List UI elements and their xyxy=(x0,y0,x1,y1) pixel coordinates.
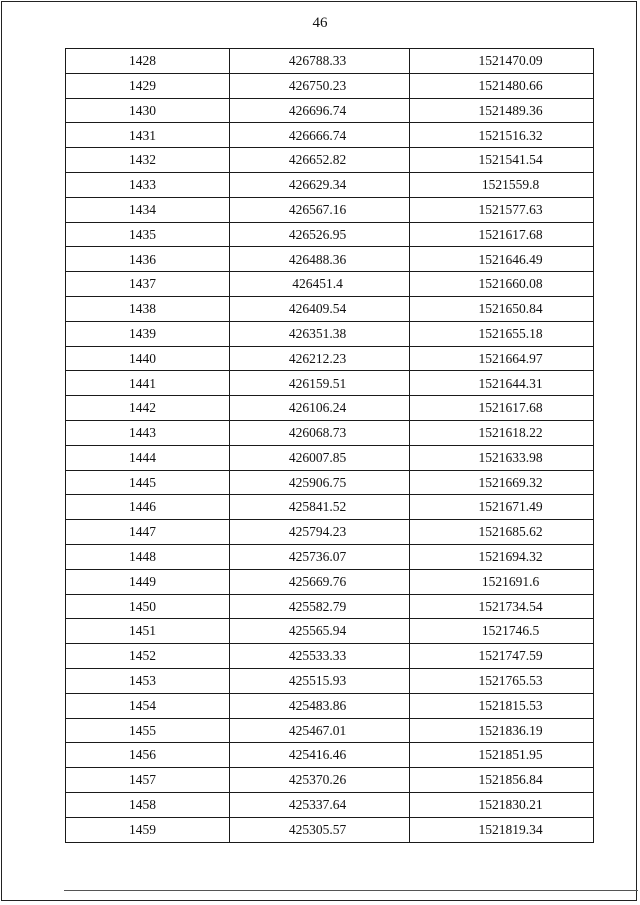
point-number-cell: 1445 xyxy=(66,470,230,495)
x-coordinate-cell: 425467.01 xyxy=(230,718,410,743)
point-number-cell: 1459 xyxy=(66,817,230,842)
y-coordinate-cell: 1521691.6 xyxy=(410,569,594,594)
x-coordinate-cell: 426351.38 xyxy=(230,321,410,346)
y-coordinate-cell: 1521489.36 xyxy=(410,98,594,123)
x-coordinate-cell: 426159.51 xyxy=(230,371,410,396)
y-coordinate-cell: 1521819.34 xyxy=(410,817,594,842)
table-row xyxy=(66,272,594,297)
y-coordinate-cell: 1521577.63 xyxy=(410,197,594,222)
y-coordinate-cell: 1521646.49 xyxy=(410,247,594,272)
x-coordinate-cell: 426007.85 xyxy=(230,445,410,470)
x-coordinate-cell: 425370.26 xyxy=(230,768,410,793)
point-number-cell: 1456 xyxy=(66,743,230,768)
point-number-cell: 1450 xyxy=(66,594,230,619)
table-row xyxy=(66,792,594,817)
point-number-cell: 1443 xyxy=(66,420,230,445)
point-number-cell: 1448 xyxy=(66,544,230,569)
x-coordinate-cell: 426666.74 xyxy=(230,123,410,148)
y-coordinate-cell: 1521516.32 xyxy=(410,123,594,148)
table-row xyxy=(66,768,594,793)
bottom-rule xyxy=(64,890,638,891)
point-number-cell: 1454 xyxy=(66,693,230,718)
x-coordinate-cell: 425736.07 xyxy=(230,544,410,569)
table-row xyxy=(66,73,594,98)
table-row xyxy=(66,49,594,74)
point-number-cell: 1441 xyxy=(66,371,230,396)
table-row xyxy=(66,743,594,768)
table-row xyxy=(66,371,594,396)
x-coordinate-cell: 425582.79 xyxy=(230,594,410,619)
y-coordinate-cell: 1521851.95 xyxy=(410,743,594,768)
y-coordinate-cell: 1521669.32 xyxy=(410,470,594,495)
point-number-cell: 1440 xyxy=(66,346,230,371)
table-row xyxy=(66,148,594,173)
table-row xyxy=(66,296,594,321)
y-coordinate-cell: 1521694.32 xyxy=(410,544,594,569)
point-number-cell: 1453 xyxy=(66,668,230,693)
y-coordinate-cell: 1521618.22 xyxy=(410,420,594,445)
x-coordinate-cell: 425841.52 xyxy=(230,495,410,520)
coordinates-table xyxy=(65,48,594,843)
y-coordinate-cell: 1521664.97 xyxy=(410,346,594,371)
y-coordinate-cell: 1521746.5 xyxy=(410,619,594,644)
point-number-cell: 1455 xyxy=(66,718,230,743)
y-coordinate-cell: 1521559.8 xyxy=(410,172,594,197)
point-number-cell: 1458 xyxy=(66,792,230,817)
point-number-cell: 1446 xyxy=(66,495,230,520)
point-number-cell: 1442 xyxy=(66,396,230,421)
y-coordinate-cell: 1521655.18 xyxy=(410,321,594,346)
table-row xyxy=(66,817,594,842)
point-number-cell: 1438 xyxy=(66,296,230,321)
table-row xyxy=(66,594,594,619)
table-row xyxy=(66,197,594,222)
y-coordinate-cell: 1521671.49 xyxy=(410,495,594,520)
table-row xyxy=(66,495,594,520)
page-number: 46 xyxy=(312,15,328,31)
table-row xyxy=(66,668,594,693)
x-coordinate-cell: 426488.36 xyxy=(230,247,410,272)
x-coordinate-cell: 426567.16 xyxy=(230,197,410,222)
x-coordinate-cell: 426409.54 xyxy=(230,296,410,321)
point-number-cell: 1428 xyxy=(66,49,230,74)
table-row xyxy=(66,718,594,743)
table-row xyxy=(66,644,594,669)
y-coordinate-cell: 1521650.84 xyxy=(410,296,594,321)
y-coordinate-cell: 1521685.62 xyxy=(410,520,594,545)
x-coordinate-cell: 425669.76 xyxy=(230,569,410,594)
point-number-cell: 1457 xyxy=(66,768,230,793)
x-coordinate-cell: 426212.23 xyxy=(230,346,410,371)
y-coordinate-cell: 1521747.59 xyxy=(410,644,594,669)
x-coordinate-cell: 426106.24 xyxy=(230,396,410,421)
table-row xyxy=(66,396,594,421)
point-number-cell: 1451 xyxy=(66,619,230,644)
x-coordinate-cell: 425337.64 xyxy=(230,792,410,817)
point-number-cell: 1429 xyxy=(66,73,230,98)
point-number-cell: 1437 xyxy=(66,272,230,297)
x-coordinate-cell: 425515.93 xyxy=(230,668,410,693)
point-number-cell: 1439 xyxy=(66,321,230,346)
x-coordinate-cell: 425906.75 xyxy=(230,470,410,495)
x-coordinate-cell: 426451.4 xyxy=(230,272,410,297)
point-number-cell: 1447 xyxy=(66,520,230,545)
point-number-cell: 1449 xyxy=(66,569,230,594)
table-row xyxy=(66,172,594,197)
y-coordinate-cell: 1521836.19 xyxy=(410,718,594,743)
table-row xyxy=(66,569,594,594)
table-row xyxy=(66,619,594,644)
x-coordinate-cell: 426788.33 xyxy=(230,49,410,74)
y-coordinate-cell: 1521480.66 xyxy=(410,73,594,98)
point-number-cell: 1444 xyxy=(66,445,230,470)
y-coordinate-cell: 1521830.21 xyxy=(410,792,594,817)
x-coordinate-cell: 425533.33 xyxy=(230,644,410,669)
point-number-cell: 1435 xyxy=(66,222,230,247)
x-coordinate-cell: 426652.82 xyxy=(230,148,410,173)
point-number-cell: 1433 xyxy=(66,172,230,197)
x-coordinate-cell: 426526.95 xyxy=(230,222,410,247)
table-row xyxy=(66,98,594,123)
table-row xyxy=(66,346,594,371)
table-row xyxy=(66,445,594,470)
point-number-cell: 1430 xyxy=(66,98,230,123)
y-coordinate-cell: 1521660.08 xyxy=(410,272,594,297)
table-row xyxy=(66,321,594,346)
y-coordinate-cell: 1521644.31 xyxy=(410,371,594,396)
y-coordinate-cell: 1521470.09 xyxy=(410,49,594,74)
x-coordinate-cell: 426696.74 xyxy=(230,98,410,123)
x-coordinate-cell: 425416.46 xyxy=(230,743,410,768)
x-coordinate-cell: 425305.57 xyxy=(230,817,410,842)
y-coordinate-cell: 1521734.54 xyxy=(410,594,594,619)
x-coordinate-cell: 425483.86 xyxy=(230,693,410,718)
table-row xyxy=(66,247,594,272)
coordinates-table-body xyxy=(66,49,594,843)
y-coordinate-cell: 1521856.84 xyxy=(410,768,594,793)
table-row xyxy=(66,520,594,545)
x-coordinate-cell: 425565.94 xyxy=(230,619,410,644)
y-coordinate-cell: 1521815.53 xyxy=(410,693,594,718)
point-number-cell: 1434 xyxy=(66,197,230,222)
point-number-cell: 1436 xyxy=(66,247,230,272)
y-coordinate-cell: 1521765.53 xyxy=(410,668,594,693)
x-coordinate-cell: 426629.34 xyxy=(230,172,410,197)
table-row xyxy=(66,693,594,718)
y-coordinate-cell: 1521617.68 xyxy=(410,222,594,247)
table-row xyxy=(66,544,594,569)
table-row xyxy=(66,222,594,247)
table-row xyxy=(66,420,594,445)
point-number-cell: 1452 xyxy=(66,644,230,669)
table-row xyxy=(66,470,594,495)
x-coordinate-cell: 425794.23 xyxy=(230,520,410,545)
y-coordinate-cell: 1521617.68 xyxy=(410,396,594,421)
point-number-cell: 1432 xyxy=(66,148,230,173)
point-number-cell: 1431 xyxy=(66,123,230,148)
x-coordinate-cell: 426068.73 xyxy=(230,420,410,445)
table-row xyxy=(66,123,594,148)
y-coordinate-cell: 1521541.54 xyxy=(410,148,594,173)
y-coordinate-cell: 1521633.98 xyxy=(410,445,594,470)
x-coordinate-cell: 426750.23 xyxy=(230,73,410,98)
